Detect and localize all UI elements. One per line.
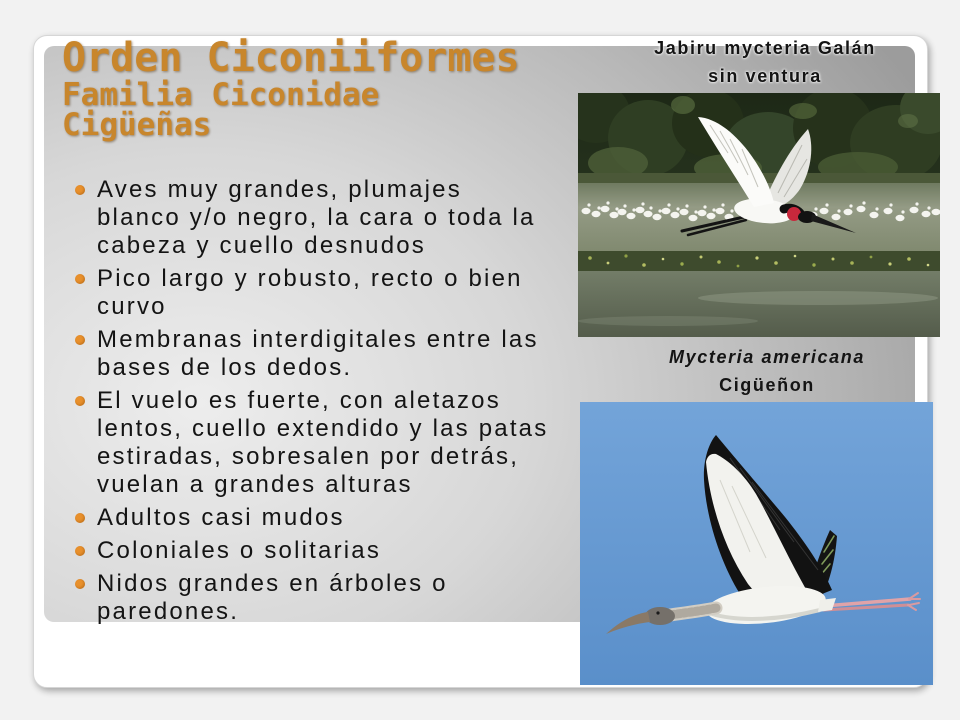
bullet-dot-icon <box>75 396 85 406</box>
bullet-item <box>97 176 548 260</box>
bullet-dot-icon <box>75 335 85 345</box>
jabiru-caption-line: Jabiru mycteria Galán <box>654 38 876 58</box>
bullet-line: Nidos grandes en árboles o <box>97 570 448 597</box>
bullet-item <box>97 265 548 321</box>
bullet-line: El vuelo es fuerte, con aletazos <box>97 387 501 414</box>
family-subtitle: Familia Ciconidae <box>62 77 380 113</box>
bullet-dot-icon <box>75 579 85 589</box>
floating-vegetation <box>578 251 940 271</box>
jabiru-caption <box>600 34 930 90</box>
bullet-line: cabeza y cuello desnudos <box>97 232 426 259</box>
bullet-line: blanco y/o negro, la cara o toda la <box>97 204 536 231</box>
bullet-line: Pico largo y robusto, recto o bien <box>97 265 523 292</box>
bullet-line: Coloniales o solitarias <box>97 537 382 564</box>
slide-title-block <box>62 35 520 143</box>
bullet-dot-icon <box>75 513 85 523</box>
bullet-line: curvo <box>97 293 167 320</box>
bullet-item <box>97 504 548 532</box>
slide-title: Orden Ciconiiformes <box>62 35 520 81</box>
bullet-line: paredones. <box>97 598 240 625</box>
bullet-line: estiradas, sobresalen por detrás, <box>97 443 520 470</box>
bullet-line: Adultos casi mudos <box>97 504 345 531</box>
bullet-item <box>97 387 548 499</box>
jabiru-caption-line: sin ventura <box>708 66 822 86</box>
common-name-subtitle: Cigüeñas <box>62 107 212 143</box>
bullet-dot-icon <box>75 185 85 195</box>
bullet-line: Membranas interdigitales entre las <box>97 326 539 353</box>
jabiru-photo <box>578 93 940 337</box>
bullet-dot-icon <box>75 546 85 556</box>
wood-stork-scientific-name: Mycteria americana <box>669 347 865 367</box>
wood-stork-photo <box>580 402 933 685</box>
wood-stork-caption <box>600 343 934 399</box>
bullet-item <box>97 326 548 382</box>
bullet-item <box>97 537 548 565</box>
bullet-line: bases de los dedos. <box>97 354 353 381</box>
bullet-line: Aves muy grandes, plumajes <box>97 176 462 203</box>
bullet-line: lentos, cuello extendido y las patas <box>97 415 549 442</box>
wood-stork-common-name: Cigüeñon <box>719 375 815 395</box>
bullet-item <box>97 570 548 626</box>
bullet-list <box>97 176 548 631</box>
bullet-dot-icon <box>75 274 85 284</box>
bullet-line: vuelan a grandes alturas <box>97 471 413 498</box>
